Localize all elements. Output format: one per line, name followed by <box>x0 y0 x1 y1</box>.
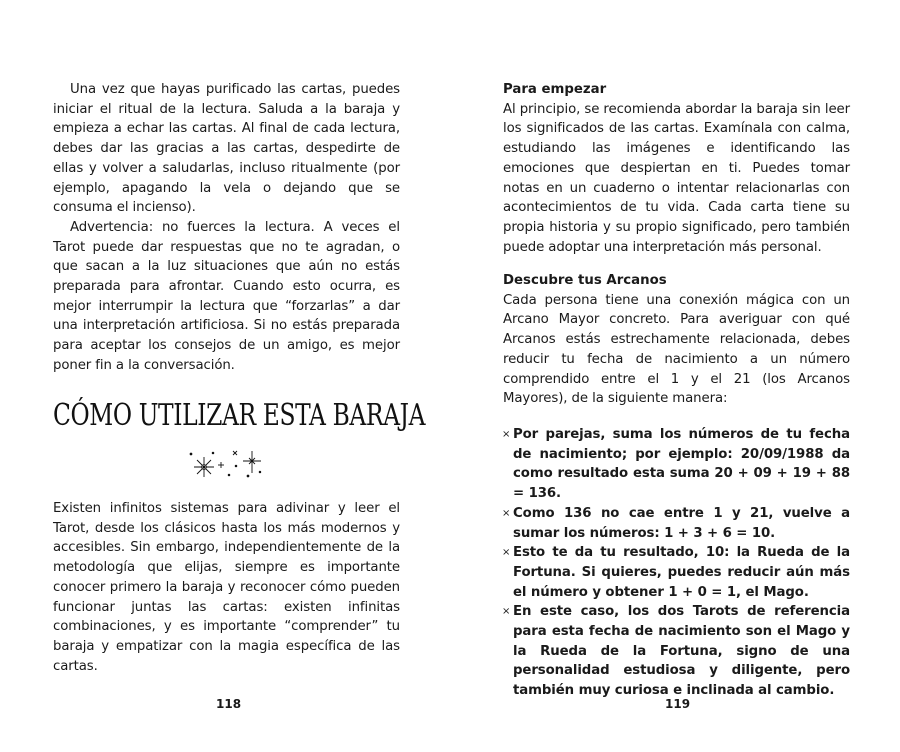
star-dot <box>190 453 192 455</box>
cross-sparkle-star <box>243 451 261 473</box>
small-x-star <box>233 451 237 455</box>
bullet-x-icon: × <box>502 547 511 559</box>
section-para-empezar <box>503 80 850 257</box>
list-item <box>503 602 850 701</box>
bullet-x-icon: × <box>502 429 511 440</box>
section-title: CÓMO UTILIZAR ESTA BARAJA <box>53 398 426 433</box>
bullet-x-icon: × <box>502 606 511 618</box>
section-title-wrap <box>53 398 426 433</box>
page-number-left: 118 <box>216 697 242 711</box>
paragraph-ritual: Una vez que hayas purificado las cartas, puedes iniciar el ritual de la lectura. Saluda a la baraja y empieza a echar las cartas. Al final de cada lectura, debes dar las gracias a las cartas, despedirte de ellas y volver a saludarlas, incluso ritualmente (por ejemplo, apagando la vela o dejando que se consuma el incienso). <box>53 82 400 216</box>
right-page <box>450 0 900 752</box>
subheading-para-empezar: Para empezar <box>503 82 607 97</box>
left-section-text <box>53 499 400 676</box>
steps-list <box>503 425 850 701</box>
section-descubre-arcanos <box>503 271 850 409</box>
list-item-text: Como 136 no cae entre 1 y 21, vuelve a sumar los números: 1 + 3 + 6 = 10. <box>513 505 850 541</box>
list-item-text: Esto te da tu resultado, 10: la Rueda de la Fortuna. Si quieres, puedes reducir aún más el número y obtener 1 + 0 = 1, el Mago. <box>513 545 850 600</box>
steps-list-wrap <box>503 425 850 701</box>
paragraph-descubre-arcanos: Cada persona tiene una conexión mágica con un Arcano Mayor concreto. Para averiguar con qué Arcanos estás estrechamente relacionada, debes reducir tu fecha de nacimiento a un número comprendido entre el 1 y el 21 (los Arcanos Mayores), de la siguiente manera: <box>503 292 850 407</box>
left-intro-text <box>53 80 400 376</box>
star-dot <box>247 475 249 477</box>
star-dot <box>259 471 261 473</box>
subheading-descubre-arcanos: Descubre tus Arcanos <box>503 273 667 288</box>
list-item <box>503 543 850 602</box>
list-item-text: Por parejas, suma los números de tu fecha de nacimiento; por ejemplo: 20/09/1988 da como resultado esta suma 20 + 09 + 19 + 88 = 136. <box>513 427 850 502</box>
list-item <box>503 504 850 543</box>
star-dot <box>235 465 237 467</box>
paragraph-para-empezar: Al principio, se recomienda abordar la baraja sin leer los significados de las cartas. Examínala con calma, estudiando las imágenes e identificando las emociones que despiertan en ti. Puedes tomar notas en un cuaderno o intentar relacionarlas con acontecimientos de tu vida. Cada carta tiene su propia historia y su propio significado, pero también puede adoptar una interpretación más personal. <box>503 101 850 255</box>
paragraph-advertencia: Advertencia: no fuerces la lectura. A veces el Tarot puede dar respuestas que no te agradan, o que sacan a la luz situaciones que aún no estás preparada para afrontar. Cuando esto ocurra, es mejor interrumpir la lectura que “forzarlas” a dar una interpretación artificiosa. Si no estás preparada para aceptar los consejos de un amigo, es mejor poner fin a la conversación. <box>53 219 400 373</box>
small-plus-star <box>218 462 224 468</box>
star-dot <box>228 474 230 476</box>
paragraph-sistemas: Existen infinitos sistemas para adivinar y leer el Tarot, desde los clásicos hasta los más modernos y accesibles. Sin embargo, independientemente de la metodología que elijas, siempre es importante conocer primero la baraja y reconocer cómo pueden funcionar juntas las cartas: existen infinitas combinaciones, y es importante “comprender” tu baraja y empatizar con la magia específica de las cartas. <box>53 501 400 674</box>
star-dot <box>212 452 214 454</box>
list-item <box>503 425 850 504</box>
page-number-right: 119 <box>665 697 691 711</box>
stars-ornament-icon <box>185 447 270 483</box>
big-sparkle-star <box>194 457 214 477</box>
list-item-text: En este caso, los dos Tarots de referencia para esta fecha de nacimiento son el Mago y la Rueda de la Fortuna, signo de una personalidad estudiosa y diligente, pero también muy curiosa e inclinada al cambio. <box>513 604 850 699</box>
bullet-x-icon: × <box>502 507 511 519</box>
